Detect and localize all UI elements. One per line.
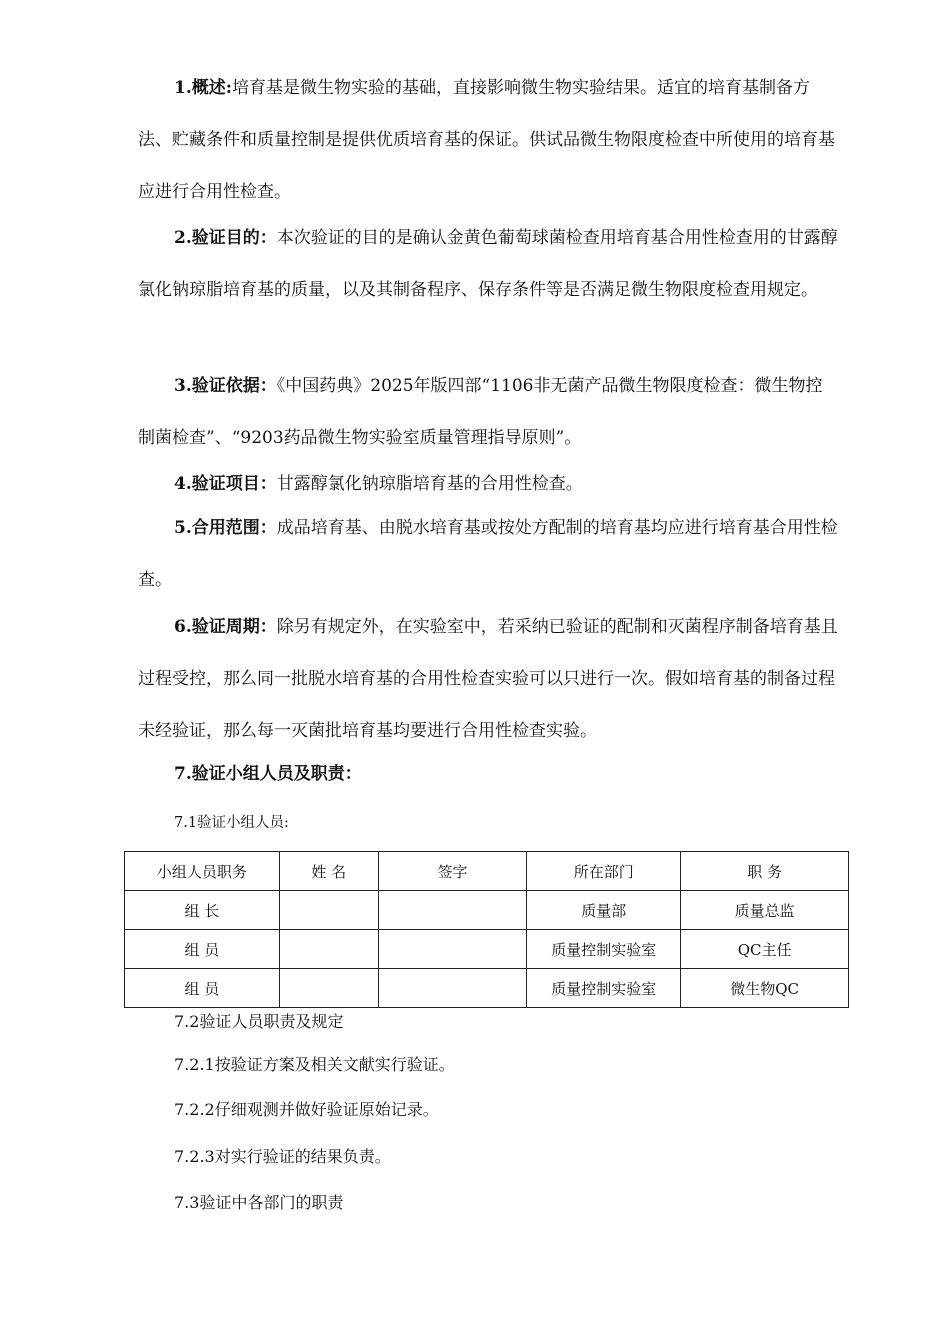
table-cell: 组 员 — [125, 930, 280, 969]
table-header-cell: 姓 名 — [279, 852, 378, 891]
section-text: 本次验证的目的是确认金黄色葡萄球菌检查用培育基合用性检查用的甘露醇氯化钠琼脂培育基的质量，以及其制备程序、保存条件等是否满足微生物限度检查用规定。 — [138, 228, 838, 300]
section-cycle — [138, 601, 838, 757]
table-cell: 质量控制实验室 — [527, 930, 681, 969]
table-header-cell: 签字 — [378, 852, 527, 891]
section-team — [138, 748, 838, 800]
section-purpose — [138, 212, 838, 316]
section-heading: 3.验证依据： — [174, 376, 277, 396]
section-heading: 5.合用范围： — [174, 518, 277, 538]
table-cell — [378, 891, 527, 930]
section-text: 除另有规定外，在实验室中，若采纳已验证的配制和灭菌程序制备培育基且过程受控，那么同一批脱水培育基的合用性检查实验可以只进行一次。假如培育基的制备过程未经验证，那么每一灭菌批培育基均要进行合用性检查实验。 — [138, 617, 838, 741]
table-cell — [279, 969, 378, 1008]
table-header-cell: 职 务 — [681, 852, 849, 891]
subsection-7-2: 7.2验证人员职责及规定 — [174, 1012, 344, 1031]
section-scope — [138, 502, 838, 606]
section-heading: 1.概述: — [174, 78, 233, 98]
item-7-2-2: 7.2.2仔细观测并做好验证原始记录。 — [174, 1100, 439, 1119]
item-7-2-3: 7.2.3对实行验证的结果负责。 — [174, 1147, 391, 1166]
table-header-cell: 小组人员职务 — [125, 852, 280, 891]
table-cell: 微生物QC — [681, 969, 849, 1008]
table-cell: QC主任 — [681, 930, 849, 969]
section-basis — [138, 360, 838, 464]
table-cell: 质量部 — [527, 891, 681, 930]
table-row — [125, 930, 849, 969]
subsection-7-3: 7.3验证中各部门的职责 — [174, 1193, 344, 1212]
table-cell: 质量总监 — [681, 891, 849, 930]
section-text: 成品培育基、由脱水培育基或按处方配制的培育基均应进行培育基合用性检查。 — [138, 518, 838, 590]
section-heading: 7.验证小组人员及职责： — [174, 764, 362, 784]
table-cell — [378, 930, 527, 969]
team-table — [124, 851, 849, 1008]
section-heading: 2.验证目的： — [174, 228, 277, 248]
section-heading: 4.验证项目： — [174, 474, 277, 494]
section-text: 《中国药典》2025年版四部“1106非无菌产品微生物限度检查：微生物控制菌检查”、“9203药品微生物实验室质量管理指导原则”。 — [138, 376, 823, 448]
table-cell: 组 员 — [125, 969, 280, 1008]
table-cell — [279, 891, 378, 930]
section-text: 甘露醇氯化钠琼脂培育基的合用性检查。 — [276, 474, 583, 494]
table-cell: 组 长 — [125, 891, 280, 930]
table-cell — [279, 930, 378, 969]
table-row — [125, 969, 849, 1008]
table-header-cell: 所在部门 — [527, 852, 681, 891]
table-header-row — [125, 852, 849, 891]
table-cell: 质量控制实验室 — [527, 969, 681, 1008]
section-overview — [138, 62, 838, 218]
table-row — [125, 891, 849, 930]
subsection-7-1: 7.1验证小组人员: — [174, 815, 289, 831]
section-text: 培育基是微生物实验的基础，直接影响微生物实验结果。适宜的培育基制备方法、贮藏条件和质量控制是提供优质培育基的保证。供试品微生物限度检查中所使用的培育基应进行合用性检查。 — [138, 78, 835, 202]
table-cell — [378, 969, 527, 1008]
item-7-2-1: 7.2.1按验证方案及相关文献实行验证。 — [174, 1055, 455, 1074]
section-heading: 6.验证周期： — [174, 617, 277, 637]
